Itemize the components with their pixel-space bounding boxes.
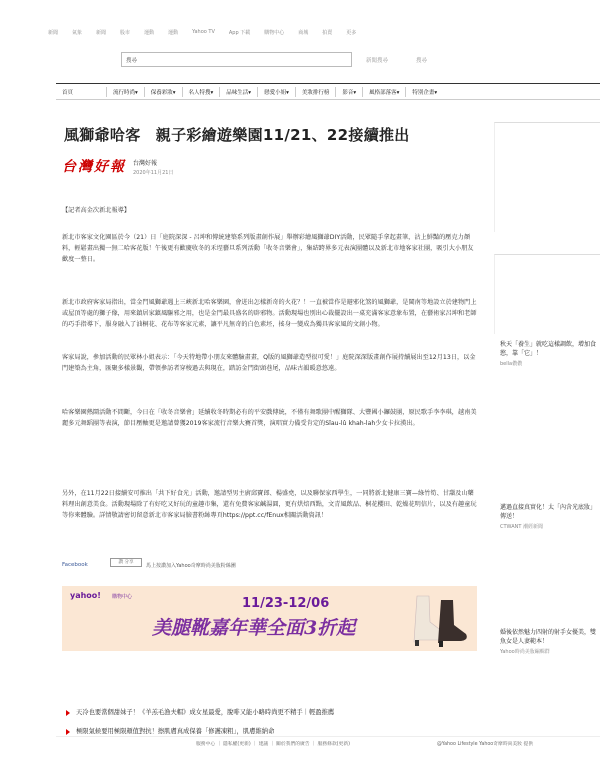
follow-fanpage-text: 馬上按讚加入Yahoo奇摩時尚美妝粉絲團 [146,563,236,569]
nav-item-love[interactable]: 戀愛小姐▾ [264,89,289,96]
boots-image [409,592,469,647]
banner-headline: 美腿靴嘉年華全面3折起 [152,617,356,639]
topnav-item[interactable]: 氣象 [72,30,83,36]
topnav-item[interactable]: 新聞 [48,30,59,36]
sidebar-article-source: Yahoo時尚美妝編輯群 [500,649,550,655]
topnav-item[interactable]: 更多 [346,30,357,36]
sidebar-article-source: CTWANT 潮經新聞 [500,524,544,530]
like-share-button[interactable]: 讚 分享 [110,558,142,567]
related-link-text[interactable]: 天冷也要當個甜妹子！《羊羔毛漁夫帽》成女星最愛，脫啡又能小略時尚更不精手｜輕盈推薦 [76,709,335,716]
nav-item-celebrity[interactable]: 名人特搜▾ [188,89,214,96]
footer-divider [56,736,600,737]
nav-item-home[interactable]: 首頁 [62,89,74,96]
footer-copyright: @Yahoo Lifestyle Yahoo奇摩時尚美妝 提供 [437,742,534,747]
nav-item-video[interactable]: 影音▾ [342,89,357,96]
sidebar-ad-slot [494,254,600,334]
topnav-item[interactable]: 新聞 [96,30,107,36]
facebook-label[interactable]: Facebook [62,562,88,568]
sidebar-article-card[interactable] [500,628,600,655]
related-link-text[interactable]: 極限氣候要用極限顏值對抗！擦肌膚真成保養「修護凍粗」，肌膚維納命 [76,728,275,735]
article-paragraph: 新北市客家文化園區於今（21）日「庭院深深 - 呂坤和傳統建築系列版畫創作展」舉辦彩繪風獅爺DIY活動，民眾隨手拿起畫筆，沾上鮮豔的壓克力顏料，輕鬆畫出獨一無二哈客花版！午後更有歡慶收冬的禾埕藝旦系列活動「收冬音樂會」，集結跨界多元表演團體以及新北市地客家社團，吸引大小朋友歡度一整日。 [62,234,474,264]
related-link[interactable] [62,707,502,716]
nav-item-lifestyle[interactable]: 品味生活▾ [226,89,252,96]
related-link[interactable] [62,726,502,735]
search-links [366,56,427,64]
article-paragraph: 哈客樂園熱鬧活動不間斷，今日在「收冬音樂會」延續收冬時期必有的平安戲傳統，不僅有舞歌團中醒獅隊、大豐國小鑼鼓團，原民歌手李李琪，越南美麗多元舞蹈團等表演，節目壓軸更是邀請曾獲2019客家流行音樂大賽首獎，演唱實力備受肯定的Sîau-lû khah-lah少女卡拉漢出。 [62,409,477,428]
topnav-item[interactable]: 運動 [144,30,155,36]
banner-logo-sub: 購物中心 [112,594,133,600]
topnav-item[interactable]: 購物中心 [264,30,285,36]
topnav-item[interactable]: 商城 [298,30,309,36]
top-utility-nav [48,29,370,36]
sidebar-ad-slot [494,122,600,232]
nav-item-fashion[interactable]: 流行時尚▾ [113,89,138,96]
nav-item-ranking[interactable]: 美妝排行榜 [301,89,330,96]
sidebar-article-source: bella儂儂 [500,361,523,367]
topnav-item[interactable]: App 下載 [228,30,251,36]
main-nav [56,83,600,100]
publish-date: 2020年11月21日 [133,170,174,176]
topnav-item[interactable]: Yahoo TV [192,29,215,35]
web-search-link[interactable]: 搜尋 [416,58,428,64]
nav-item-bloggers[interactable]: 風格部落客▾ [369,89,400,96]
sidebar-article-card[interactable] [500,340,600,367]
article-paragraph: 客家局說，參加活動的民眾林小姐表示：「今天特地帶小朋友來體驗畫畫，Q版的風獅爺造型很可愛！」庭院深深版畫創作展持續展出至12月13日，以金門建築為主角，匯聚多樣景觀，帶領參訪者穿梭過去與現在，踏訪金門街頭巷尾，品味古韻暖意悠遠。 [62,354,476,373]
article-paragraph: 新北市政府客家局指出，當金門風獅爺遇上三峽新北哈客樂園，會迸出怎樣新奇的火花？！一直被當作是避邪化煞的風獅爺，是閩南等地設立於建物門上或屋頂等處的獅子像，用來鎮居家鎮風驅邪之用，也是金門最具盛名的辟邪物。活動現場也別出心裁擺設出一桌充滿客家意象布置，在藝術家呂坤和老師的巧手指導下，服身融入了油桐花、花布等客家元素，讓平凡無奇的白色素坯，搖身一變成為獨具客家風的文創小物。 [62,299,477,329]
sidebar-article-card[interactable] [500,503,600,530]
search-input[interactable]: 搜尋 [121,52,352,67]
nav-item-special[interactable]: 特別企畫▾ [412,89,438,96]
sidebar-article-title[interactable]: 婚後依然魅力四射的射手女優美，雙魚女是人妻範本！ [500,629,597,645]
topnav-item[interactable]: 股市 [120,30,131,36]
promo-banner[interactable] [62,586,477,651]
footer-links[interactable]: 服務中心 ｜ 隱私權(更新) ｜ 建議 ｜ 關於我們的廣告 ｜ 服務條款(更新) [196,742,350,747]
article-paragraph: 另外，在11月22日接續安可推出「共下好食光」活動，邀請型男主廚邱寶郎、楊盛堯，以及聯保家西學生，一同將新北健康三寶—綠竹筍、甘藷及山藥料理出創意美食。活動現場除了有好吃又好玩的童趣市集，還有免費客家鹹湯圓，更有烘焙西點，文青風飲品、桐花櫻田、乾燥花明信片，以及有趣童玩等你來體驗。詳情敬請密切留意新北市客家局臉書粉絲專頁https://ppt.cc/fEnux相關活動資訊！ [62,490,477,520]
bullet-triangle-icon [66,710,70,716]
topnav-item[interactable]: 運動 [168,30,179,36]
article-paragraph: 【記者高金次新北報導】 [62,207,131,214]
sidebar-article-title[interactable]: 秋天「養生」就吃這樣調飲，增加食慾，靠「它」！ [500,341,597,357]
sidebar-article-title[interactable]: 邁過直接真實化！太「內含光底妝」傳送！ [500,504,597,520]
article-title: 風獅爺哈客 親子彩繪遊樂園11/21、22接續推出 [64,126,410,144]
banner-date: 11/23-12/06 [242,596,330,611]
bullet-triangle-icon [66,729,70,735]
topnav-item[interactable]: 拍賣 [322,30,333,36]
publisher-name[interactable]: 台灣好報 [133,160,158,167]
nav-item-beauty[interactable]: 保養彩妝▾ [150,89,176,96]
news-search-link[interactable]: 新聞搜尋 [366,58,389,64]
yahoo-logo: yahoo! [70,591,101,600]
publisher-logo[interactable]: 台灣好報 [62,159,126,175]
